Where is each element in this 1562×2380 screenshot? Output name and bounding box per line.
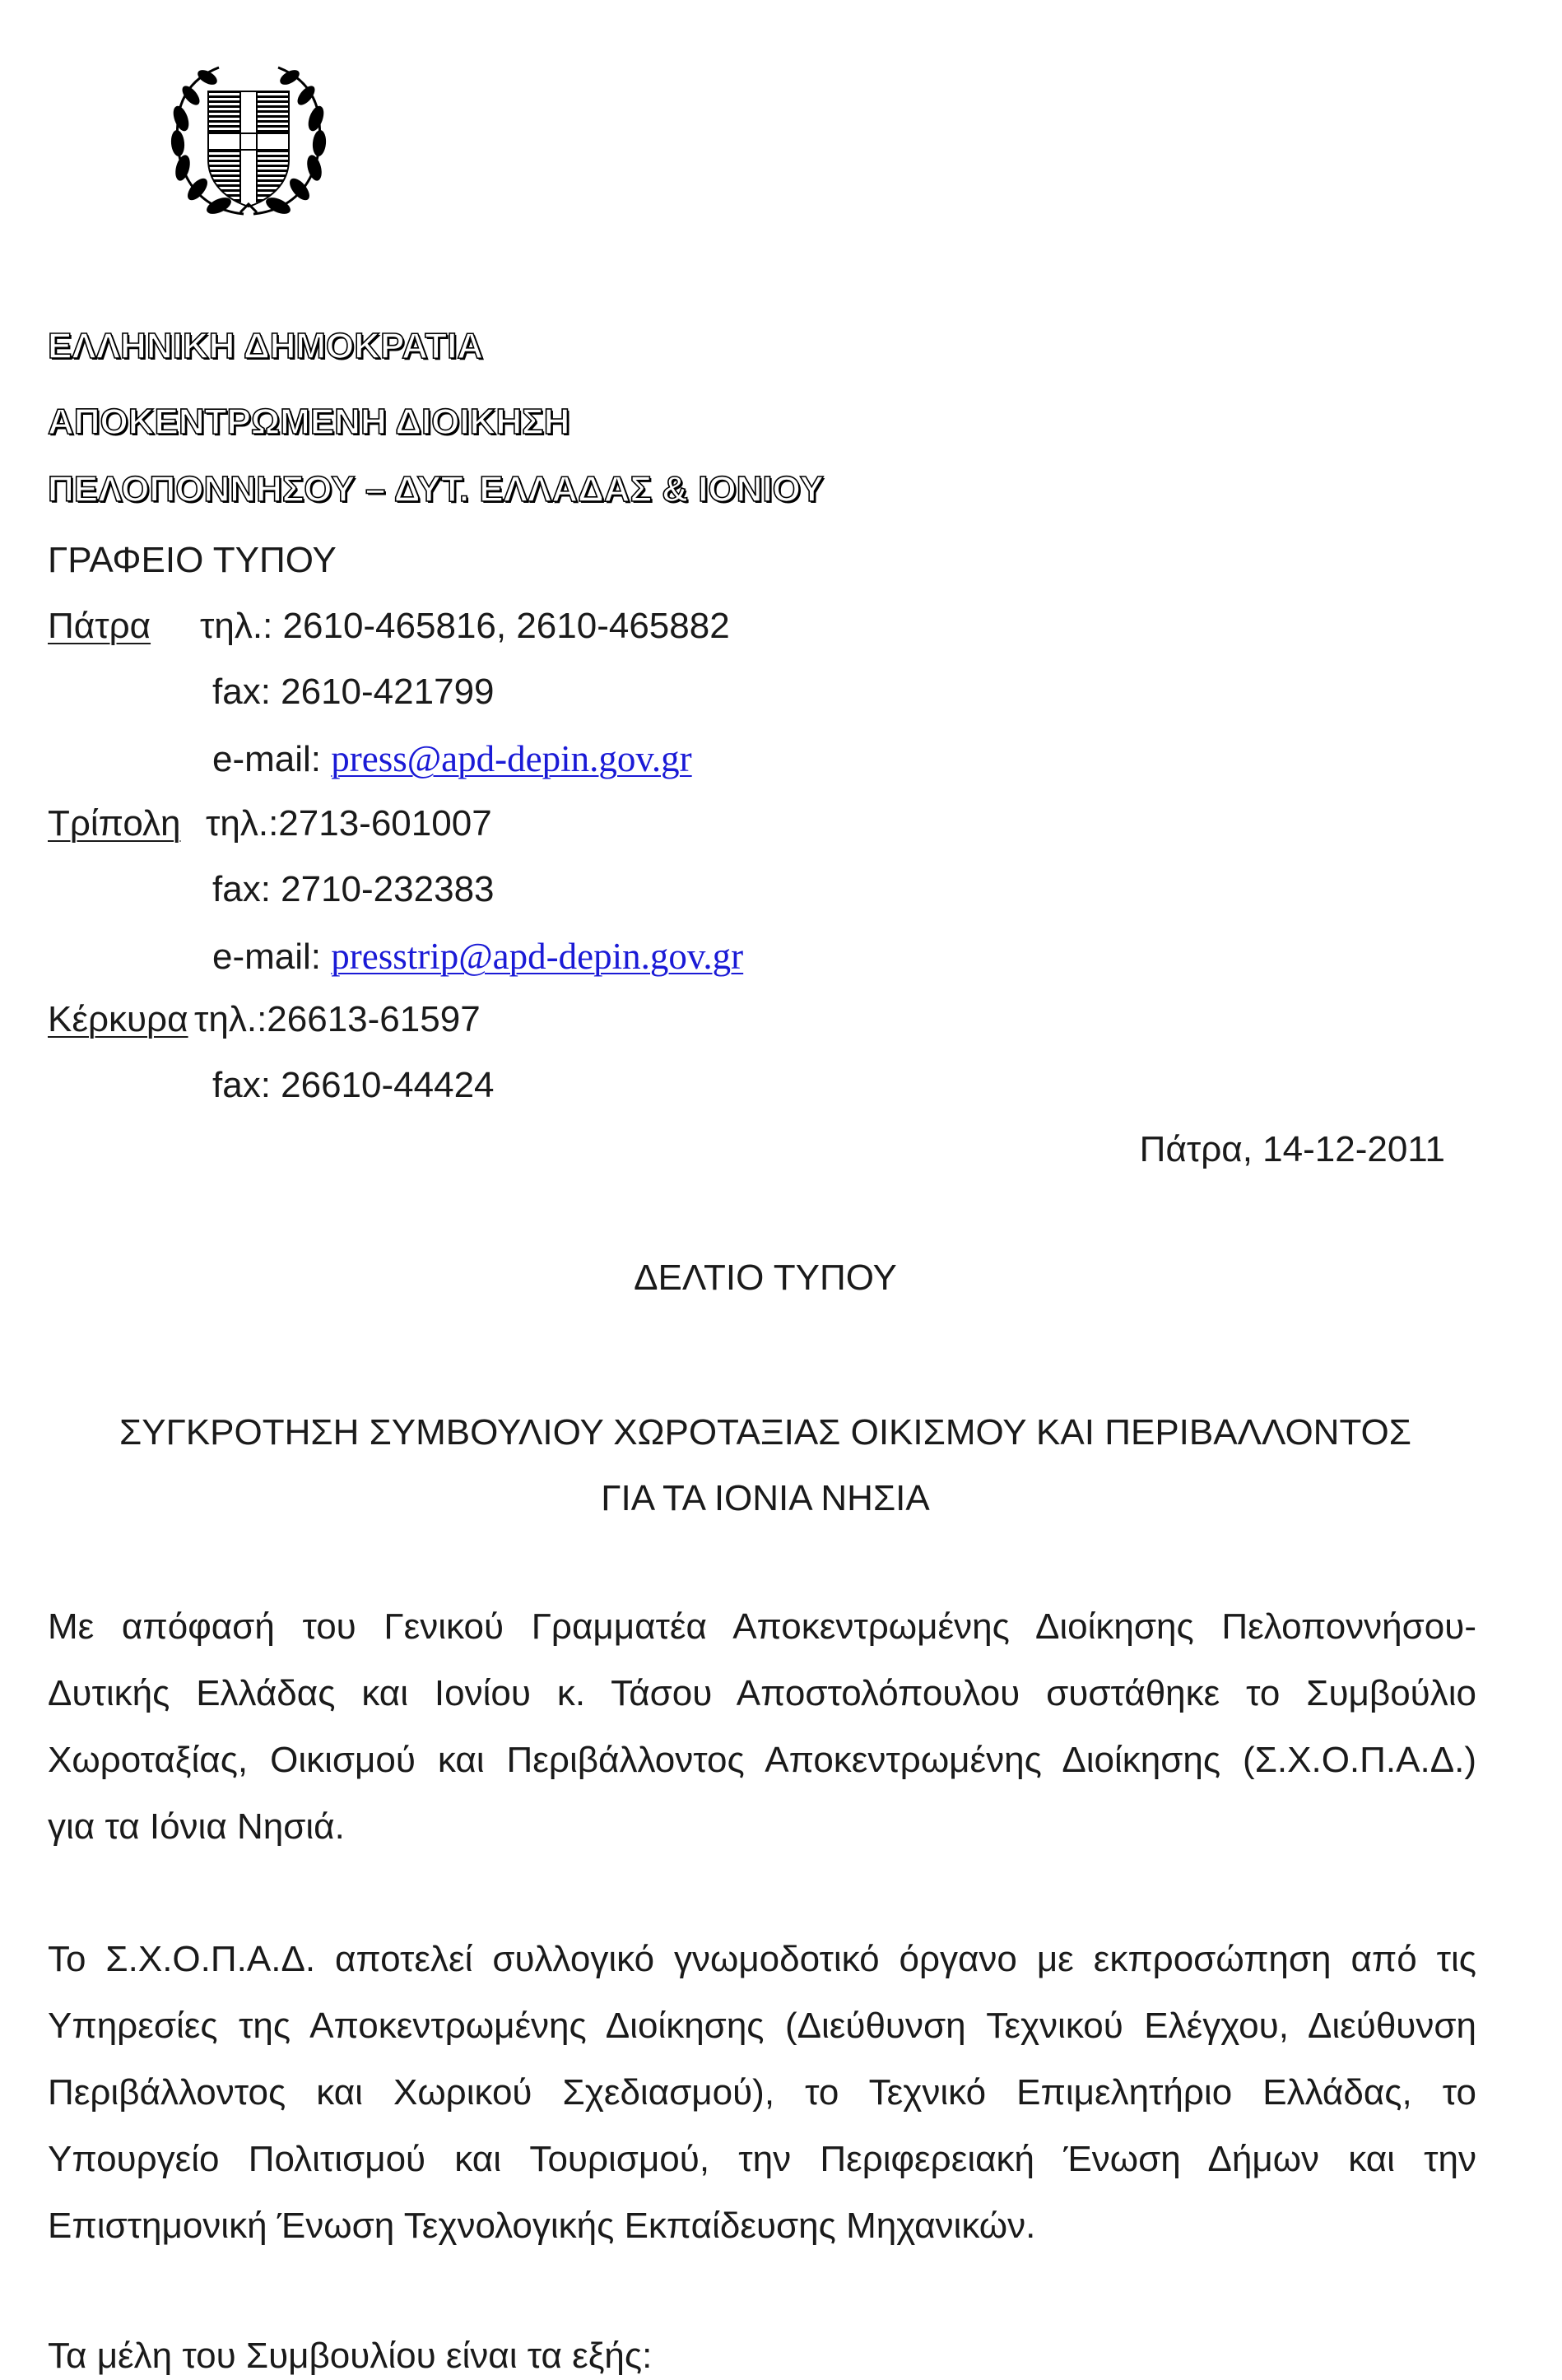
paragraph-1-line: Με απόφασή του Γενικού Γραμματέα Αποκεντρωμένης Διοίκησης Πελοποννήσου- <box>48 1606 1476 1647</box>
city-tripoli: Τρίπολη <box>48 803 181 844</box>
city-patra: Πάτρα <box>48 606 151 646</box>
patra-email-link[interactable]: press@apd-depin.gov.gr <box>331 738 692 779</box>
greek-coat-of-arms-icon <box>161 61 336 225</box>
paragraph-1-line: Χωροταξίας, Οικισμού και Περιβάλλοντος Αποκεντρωμένης Διοίκησης (Σ.Χ.Ο.Π.Α.Δ.) <box>48 1740 1476 1780</box>
city-kerkyra: Κέρκυρα <box>48 999 188 1039</box>
title-line-1: ΣΥΓΚΡΟΤΗΣΗ ΣΥΜΒΟΥΛΙΟΥ ΧΩΡΟΤΑΞΙΑΣ ΟΙΚΙΣΜΟΥ ΚΑΙ ΠΕΡΙΒΑΛΛΟΝΤΟΣ <box>119 1412 1411 1453</box>
paragraph-2-line: Επιστημονική Ένωση Τεχνολογικής Εκπαίδευσης Μηχανικών. <box>48 2206 1036 2246</box>
contact-tripoli-row <box>48 803 181 844</box>
paragraph-2-line: Υπουργείο Πολιτισμού και Τουρισμού, την Περιφερειακή Ένωση Δήμων και την <box>48 2139 1476 2179</box>
kerkyra-fax: fax: 26610-44424 <box>212 1065 495 1105</box>
paragraph-2 <box>48 1926 1476 2259</box>
tripoli-fax: fax: 2710-232383 <box>212 869 495 909</box>
patra-tel: τηλ.: 2610-465816, 2610-465882 <box>200 606 730 646</box>
paragraph-2-line: Το Σ.Χ.Ο.Π.Α.Δ. αποτελεί συλλογικό γνωμοδοτικό όργανο με εκπροσώπηση από τις <box>48 1939 1476 1979</box>
patra-fax: fax: 2610-421799 <box>212 672 495 712</box>
contact-patra-row <box>48 606 151 647</box>
header-region: ΠΕΛΟΠΟΝΝΗΣΟΥ – ΔΥΤ. ΕΛΛΑΔΑΣ & ΙΟΝΙΟΥ <box>48 469 824 509</box>
paragraph-1-line: για τα Ιόνια Νησιά. <box>48 1806 345 1847</box>
tripoli-email-row <box>212 935 743 978</box>
paragraph-1 <box>48 1593 1476 1860</box>
header-office: ΓΡΑΦΕΙΟ ΤΥΠΟΥ <box>48 540 337 580</box>
document-date: Πάτρα, 14-12-2011 <box>1139 1129 1445 1169</box>
patra-email-label: e-mail: <box>212 739 332 779</box>
header-country: ΕΛΛΗΝΙΚΗ ΔΗΜΟΚΡΑΤΙΑ <box>48 326 484 366</box>
paragraph-2-line: Υπηρεσίες της Αποκεντρωμένης Διοίκησης (Διεύθυνση Τεχνικού Ελέγχου, Διεύθυνση <box>48 2006 1476 2046</box>
contact-kerkyra-row <box>48 999 188 1040</box>
header-authority: ΑΠΟΚΕΝΤΡΩΜΕΝΗ ΔΙΟΙΚΗΣΗ <box>48 402 570 442</box>
paragraph-1-line: Δυτικής Ελλάδας και Ιονίου κ. Τάσου Αποστολόπουλου συστάθηκε το Συμβούλιο <box>48 1673 1476 1713</box>
document-type: ΔΕΛΤΙΟ ΤΥΠΟΥ <box>634 1257 897 1298</box>
title-line-2: ΓΙΑ ΤΑ ΙΟΝΙΑ ΝΗΣΙΑ <box>601 1478 930 1518</box>
tripoli-tel: τηλ.:2713-601007 <box>206 803 492 844</box>
kerkyra-tel: τηλ.:26613-61597 <box>194 999 481 1039</box>
paragraph-2-line: Περιβάλλοντος και Χωρικού Σχεδιασμού), το Τεχνικό Επιμελητήριο Ελλάδας, το <box>48 2072 1476 2113</box>
patra-email-row <box>212 737 692 780</box>
tripoli-email-label: e-mail: <box>212 937 332 977</box>
tripoli-email-link[interactable]: presstrip@apd-depin.gov.gr <box>331 936 744 977</box>
paragraph-3: Τα μέλη του Συμβουλίου είναι τα εξής: <box>48 2336 653 2376</box>
